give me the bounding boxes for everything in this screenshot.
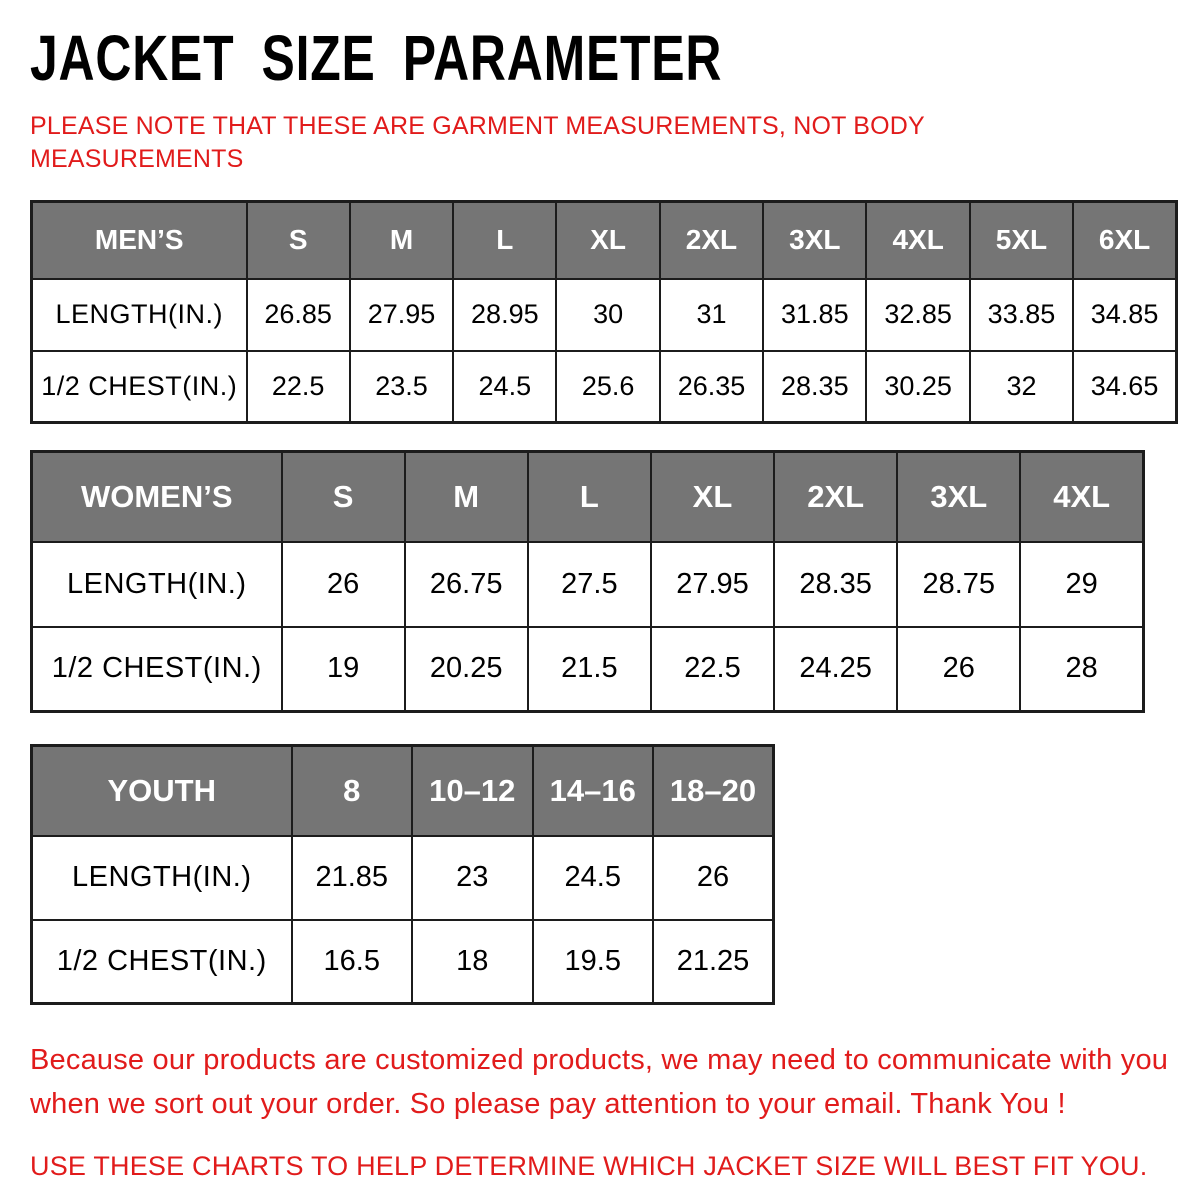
size-header: 2XL	[774, 452, 897, 542]
table-row	[32, 836, 774, 920]
value-cell: 22.5	[651, 627, 774, 712]
value-cell: 18	[412, 920, 533, 1004]
size-header: S	[282, 452, 405, 542]
value-cell: 29	[1020, 542, 1143, 627]
value-cell: 27.95	[651, 542, 774, 627]
group-name: WOMEN’S	[32, 452, 282, 542]
table-row	[32, 920, 774, 1004]
value-cell: 28.95	[453, 279, 556, 351]
value-cell: 32	[970, 351, 1073, 423]
value-cell: 19.5	[533, 920, 654, 1004]
size-tables	[30, 200, 1178, 1005]
value-cell: 26.75	[405, 542, 528, 627]
size-header: M	[350, 202, 453, 279]
value-cell: 30.25	[866, 351, 969, 423]
group-name: YOUTH	[32, 746, 292, 836]
value-cell: 34.65	[1073, 351, 1176, 423]
group-name: MEN’S	[32, 202, 247, 279]
value-cell: 32.85	[866, 279, 969, 351]
value-cell: 24.25	[774, 627, 897, 712]
size-header: 4XL	[866, 202, 969, 279]
value-cell: 28.35	[763, 351, 866, 423]
value-cell: 30	[556, 279, 659, 351]
size-header: 14–16	[533, 746, 654, 836]
value-cell: 26	[282, 542, 405, 627]
value-cell: 20.25	[405, 627, 528, 712]
size-header: L	[528, 452, 651, 542]
size-header: 8	[292, 746, 413, 836]
size-header: 4XL	[1020, 452, 1143, 542]
size-header: 18–20	[653, 746, 774, 836]
customization-notice: Because our products are customized products, we may need to communicate with you when we sort out your order. So please pay attention to your email. Thank You !	[30, 1044, 1169, 1120]
row-label: LENGTH(IN.)	[32, 542, 282, 627]
value-cell: 24.5	[453, 351, 556, 423]
value-cell: 25.6	[556, 351, 659, 423]
value-cell: 21.85	[292, 836, 413, 920]
size-table-1	[30, 450, 1145, 713]
table-row	[32, 627, 1144, 712]
row-label: LENGTH(IN.)	[32, 279, 247, 351]
size-header: XL	[556, 202, 659, 279]
table-row	[32, 351, 1177, 423]
header-row	[32, 202, 1177, 279]
table-row	[32, 279, 1177, 351]
value-cell: 27.5	[528, 542, 651, 627]
header-row	[32, 746, 774, 836]
size-header: L	[453, 202, 556, 279]
value-cell: 26.85	[247, 279, 350, 351]
size-table-0	[30, 200, 1178, 424]
value-cell: 34.85	[1073, 279, 1176, 351]
size-header: 6XL	[1073, 202, 1176, 279]
chart-usage-note: USE THESE CHARTS TO HELP DETERMINE WHICH JACKET SIZE WILL BEST FIT YOU.	[30, 1151, 1148, 1181]
size-header: 10–12	[412, 746, 533, 836]
value-cell: 23	[412, 836, 533, 920]
size-header: 3XL	[897, 452, 1020, 542]
value-cell: 21.25	[653, 920, 774, 1004]
value-cell: 16.5	[292, 920, 413, 1004]
row-label: 1/2 CHEST(IN.)	[32, 920, 292, 1004]
value-cell: 26.35	[660, 351, 763, 423]
value-cell: 28.75	[897, 542, 1020, 627]
value-cell: 24.5	[533, 836, 654, 920]
value-cell: 19	[282, 627, 405, 712]
size-table-2	[30, 744, 775, 1005]
value-cell: 23.5	[350, 351, 453, 423]
size-header: S	[247, 202, 350, 279]
value-cell: 31	[660, 279, 763, 351]
size-header: 5XL	[970, 202, 1073, 279]
value-cell: 28	[1020, 627, 1143, 712]
garment-measurement-note: PLEASE NOTE THAT THESE ARE GARMENT MEASUREMENTS, NOT BODY MEASUREMENTS	[30, 112, 925, 173]
table-row	[32, 542, 1144, 627]
value-cell: 28.35	[774, 542, 897, 627]
value-cell: 33.85	[970, 279, 1073, 351]
value-cell: 26	[897, 627, 1020, 712]
value-cell: 27.95	[350, 279, 453, 351]
value-cell: 21.5	[528, 627, 651, 712]
row-label: LENGTH(IN.)	[32, 836, 292, 920]
value-cell: 22.5	[247, 351, 350, 423]
size-header: M	[405, 452, 528, 542]
header-row	[32, 452, 1144, 542]
footer-notes	[30, 1039, 1178, 1186]
page-title: JACKET SIZE PARAMETER	[30, 22, 723, 94]
value-cell: 26	[653, 836, 774, 920]
size-header: XL	[651, 452, 774, 542]
size-header: 3XL	[763, 202, 866, 279]
row-label: 1/2 CHEST(IN.)	[32, 627, 282, 712]
row-label: 1/2 CHEST(IN.)	[32, 351, 247, 423]
size-header: 2XL	[660, 202, 763, 279]
value-cell: 31.85	[763, 279, 866, 351]
